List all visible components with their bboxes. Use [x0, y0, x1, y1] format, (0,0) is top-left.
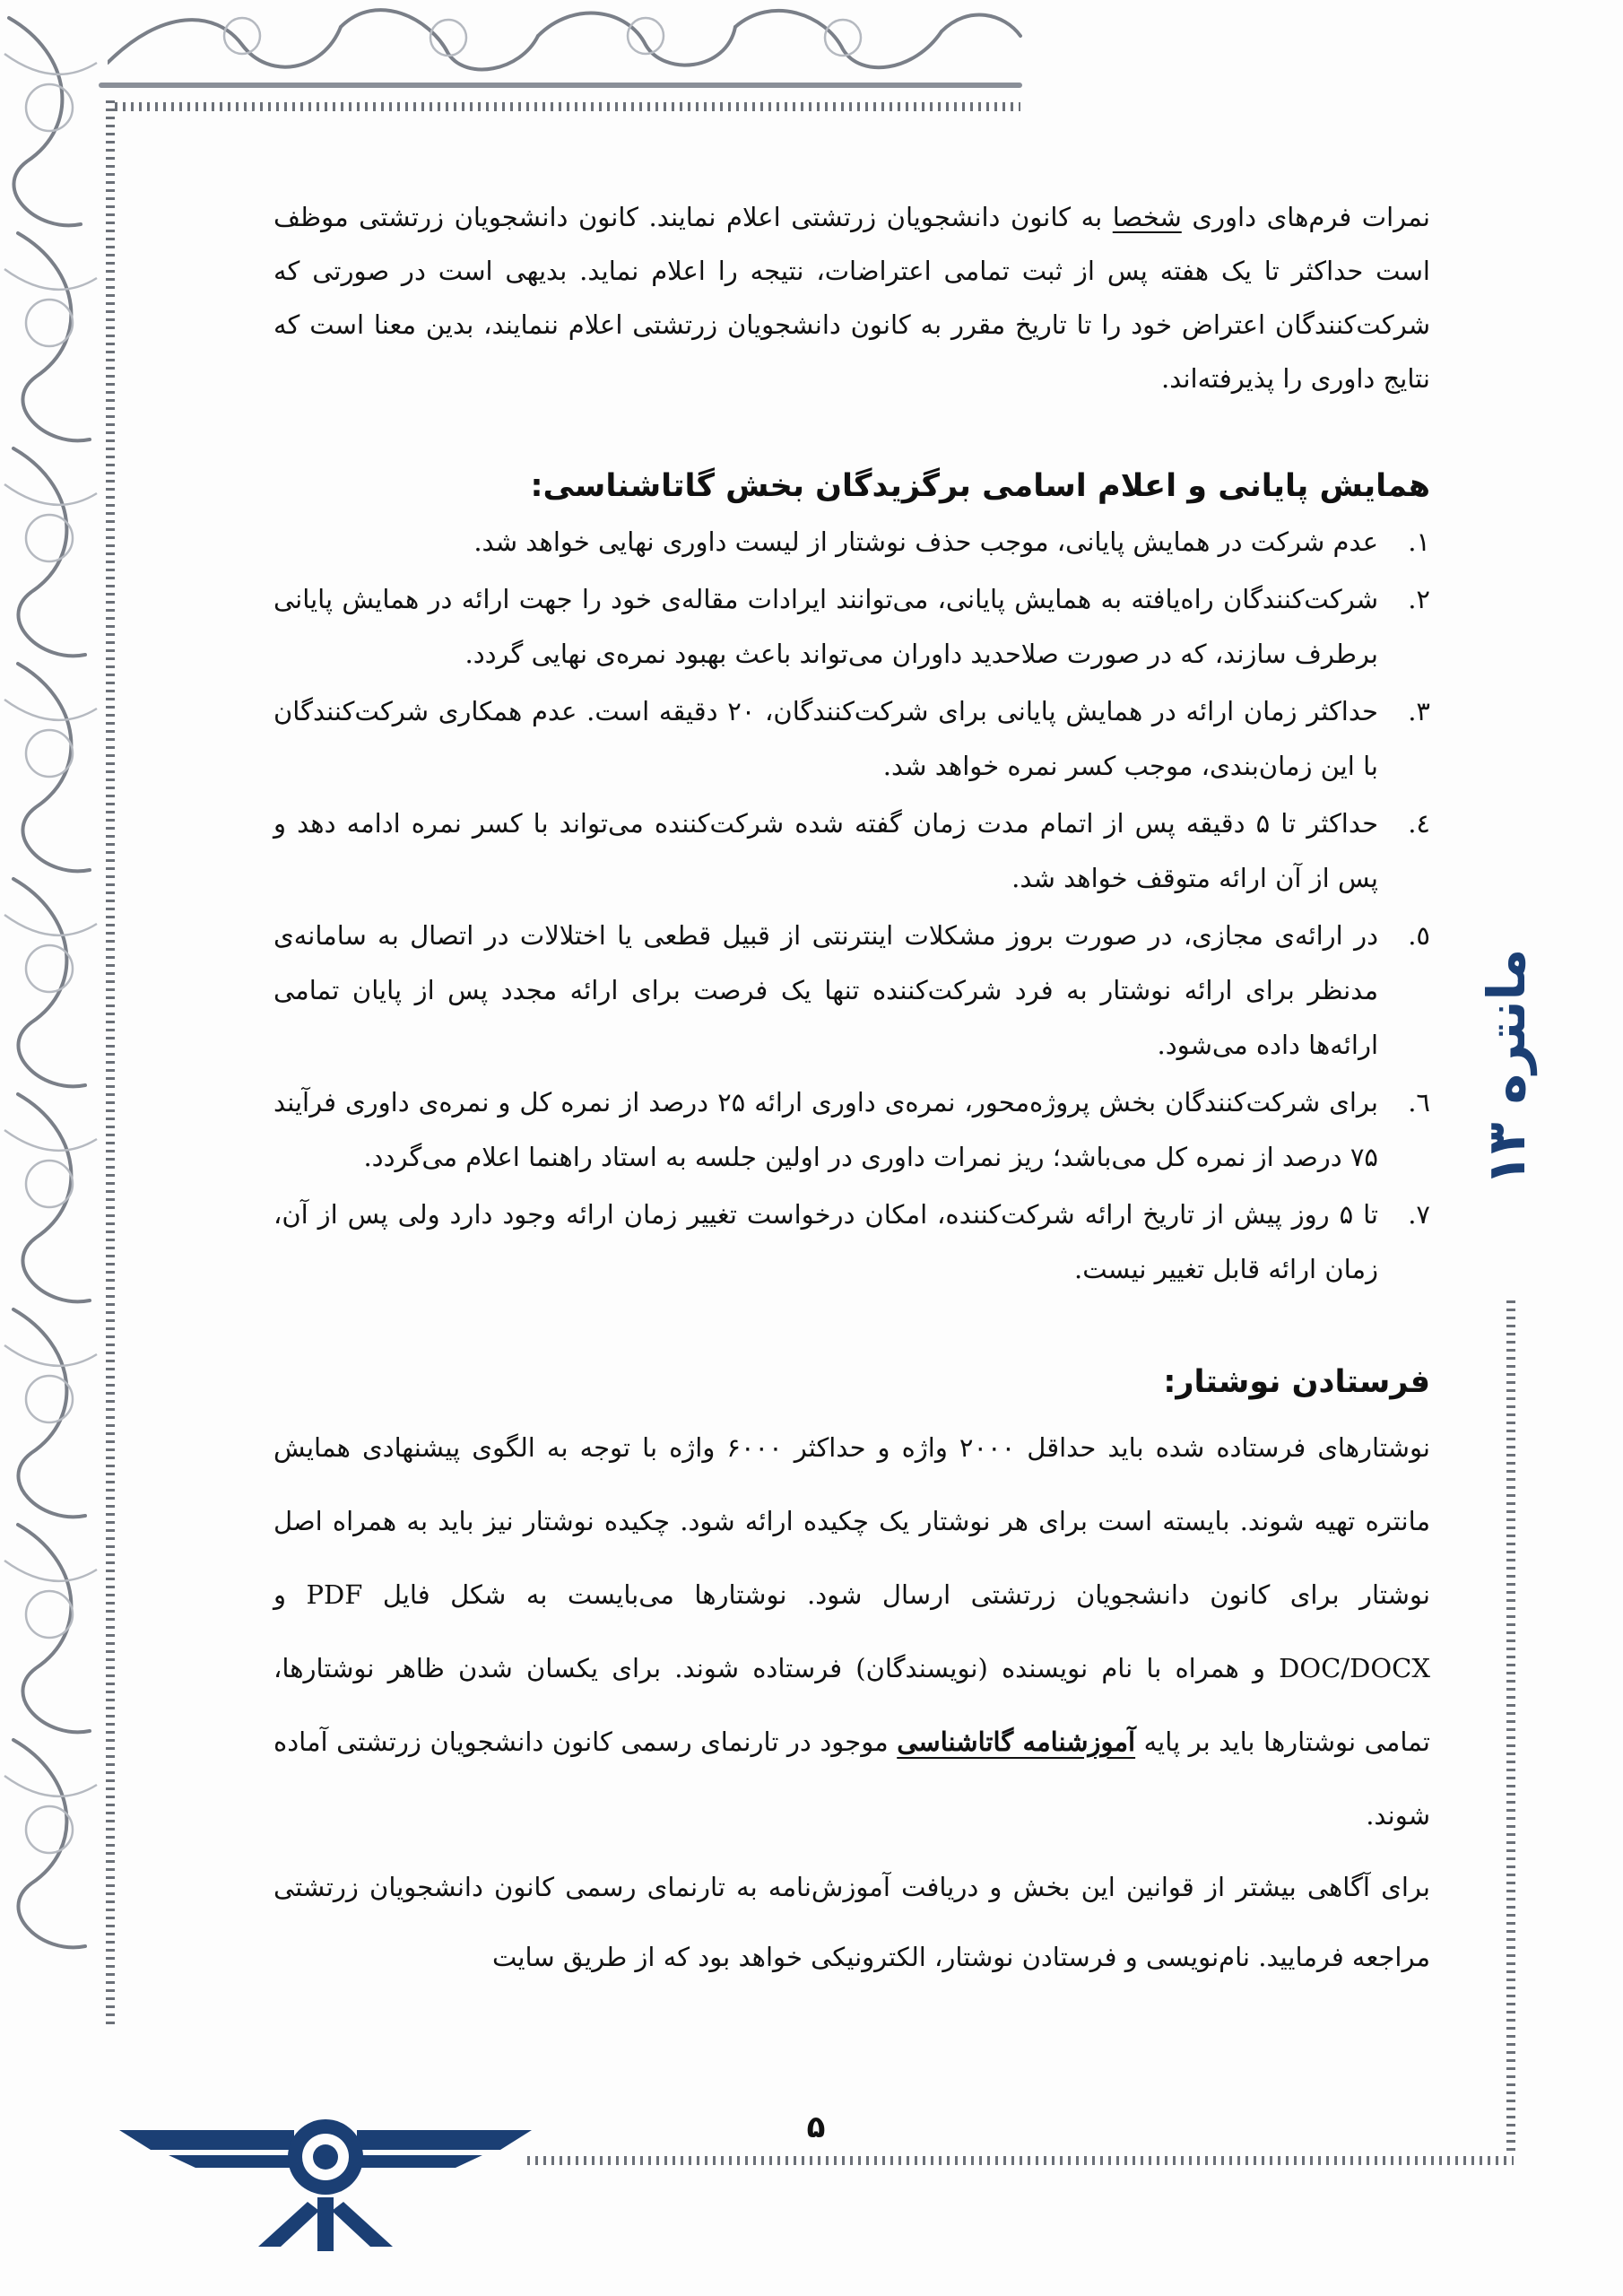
- list-item: [273, 1187, 1430, 1297]
- list-item-number: ۲.: [1408, 584, 1430, 614]
- intro-underlined-word: شخصا: [1112, 202, 1182, 232]
- left-floral-ornament: [0, 0, 103, 2045]
- list-item: [273, 572, 1430, 682]
- section-heading-sending-paper: فرستادن نوشتار:: [1163, 1364, 1430, 1400]
- list-item-text: تا ۵ روز پیش از تاریخ ارائه شرکت‌کننده، امکان درخواست تغییر زمان ارائه وجود دارد ولی پس از آن، زمان ارائه قابل تغییر نیست.: [273, 1199, 1378, 1284]
- intro-paragraph: [273, 190, 1430, 405]
- list-item: [273, 515, 1430, 570]
- guide-title-bold: آموزشنامه گاتاشناسی: [897, 1726, 1136, 1757]
- side-title: [1439, 933, 1574, 1202]
- top-dotted-border: [115, 102, 1020, 111]
- top-floral-ornament: [108, 0, 1022, 85]
- list-item-number: ٥.: [1408, 920, 1430, 951]
- list-item-number: ۱.: [1408, 526, 1430, 557]
- list-item: [273, 909, 1430, 1073]
- sending-paper-text-end: موجود در تارنمای رسمی کانون دانشجویان زرتشتی آماده شوند.: [273, 1726, 1430, 1831]
- rules-list: [273, 515, 1430, 1297]
- list-item-number: ٦.: [1408, 1087, 1430, 1118]
- left-dotted-border: [106, 100, 115, 2029]
- section-heading-final-conference: همایش پایانی و اعلام اسامی برگزیدگان بخش گاتاشناسی:: [530, 468, 1430, 504]
- list-item: [273, 796, 1430, 906]
- list-item-text: عدم شرکت در همایش پایانی، موجب حذف نوشتار از لیست داوری نهایی خواهد شد.: [473, 526, 1378, 557]
- closing-paragraph: برای آگاهی بیشتر از قوانین این بخش و دریافت آموزش‌نامه به تارنمای رسمی کانون دانشجویان زرتشتی مراجعه فرمایید. نام‌نویسی و فرستادن نوشتار، الکترونیکی خواهد بود که از طریق سایت: [273, 1872, 1430, 1972]
- list-item-text: برای شرکت‌کنندگان بخش پروژه‌محور، نمره‌ی داوری ارائه ۲۵ درصد از نمره کل و نمره‌ی داوری فرآیند ۷۵ درصد از نمره کل می‌باشد؛ ریز نمرات داوری در اولین جلسه به استاد راهنما اعلام می‌گردد.: [273, 1087, 1378, 1172]
- list-item: [273, 684, 1430, 794]
- list-item-number: ٤.: [1408, 808, 1430, 839]
- side-title-text: مانتره ۱۳: [1476, 948, 1537, 1187]
- list-item-number: ۷.: [1408, 1199, 1430, 1230]
- bottom-dotted-border: [527, 2156, 1514, 2165]
- list-item-text: در ارائه‌ی مجازی، در صورت بروز مشکلات اینترنتی از قبیل قطعی یا اختلالات در اتصال به سامانه‌ی مدنظر برای ارائه نوشتار به فرد شرکت‌کننده تنها یک فرصت برای ارائه مجدد پس از پایان تمامی ارائه‌ها داده می‌شود.: [273, 920, 1378, 1060]
- intro-text-end: به کانون دانشجویان زرتشتی اعلام نمایند. کانون دانشجویان زرتشتی موظف است حداکثر تا یک هفته پس از ثبت تمامی اعتراضات، نتیجه را اعلام نماید. بدیهی است در صورتی که شرکت‌کنندگان اعتراض خود را تا تاریخ مقرر به کانون دانشجویان زرتشتی اعلام ننمایند، بدین معنا است که نتایج داوری را پذیرفته‌اند.: [273, 202, 1430, 394]
- list-item-text: شرکت‌کنندگان راه‌یافته به همایش پایانی، می‌توانند ایرادات مقاله‌ی خود را جهت ارائه در همایش پایانی برطرف سازند، که در صورت صلاحدید داوران می‌تواند باعث بهبود نمره‌ی نهایی گردد.: [273, 584, 1378, 669]
- list-item-text: حداکثر تا ۵ دقیقه پس از اتمام مدت زمان گفته شده شرکت‌کننده می‌تواند با کسر نمره ادامه دهد و پس از آن ارائه متوقف خواهد شد.: [273, 808, 1379, 893]
- intro-text-start: نمرات فرم‌های داوری: [1181, 202, 1430, 232]
- top-rule: [99, 83, 1022, 88]
- sending-paper-paragraph: [273, 1411, 1430, 1852]
- sending-paper-text-start: نوشتارهای فرستاده شده باید حداقل ۲۰۰۰ واژه و حداکثر ۶۰۰۰ واژه با توجه به الگوی پیشنهادی همایش مانتره تهیه شوند. بایسته است برای هر نوشتار یک چکیده ارائه شود. چکیده نوشتار نیز باید به همراه اصل نوشتار برای کانون دانشجویان زرتشتی ارسال شود. نوشتارها می‌بایست به شکل فایل PDF و DOC/DOCX و همراه با نام نویسنده (نویسندگان) فرستاده شوند. برای یکسان شدن ظاهر نوشتارها، تمامی نوشتارها باید بر پایه: [273, 1432, 1430, 1757]
- list-item: [273, 1075, 1430, 1185]
- list-item-text: حداکثر زمان ارائه در همایش پایانی برای شرکت‌کنندگان، ۲۰ دقیقه است. عدم همکاری شرکت‌کنندگان با این زمان‌بندی، موجب کسر نمره خواهد شد.: [273, 696, 1378, 781]
- page-content: [273, 190, 1430, 1992]
- page-number: ۵: [806, 2109, 826, 2145]
- right-dotted-border: [1506, 1300, 1515, 2152]
- list-item-number: ۳.: [1408, 696, 1430, 726]
- winged-emblem-icon: [115, 2112, 536, 2256]
